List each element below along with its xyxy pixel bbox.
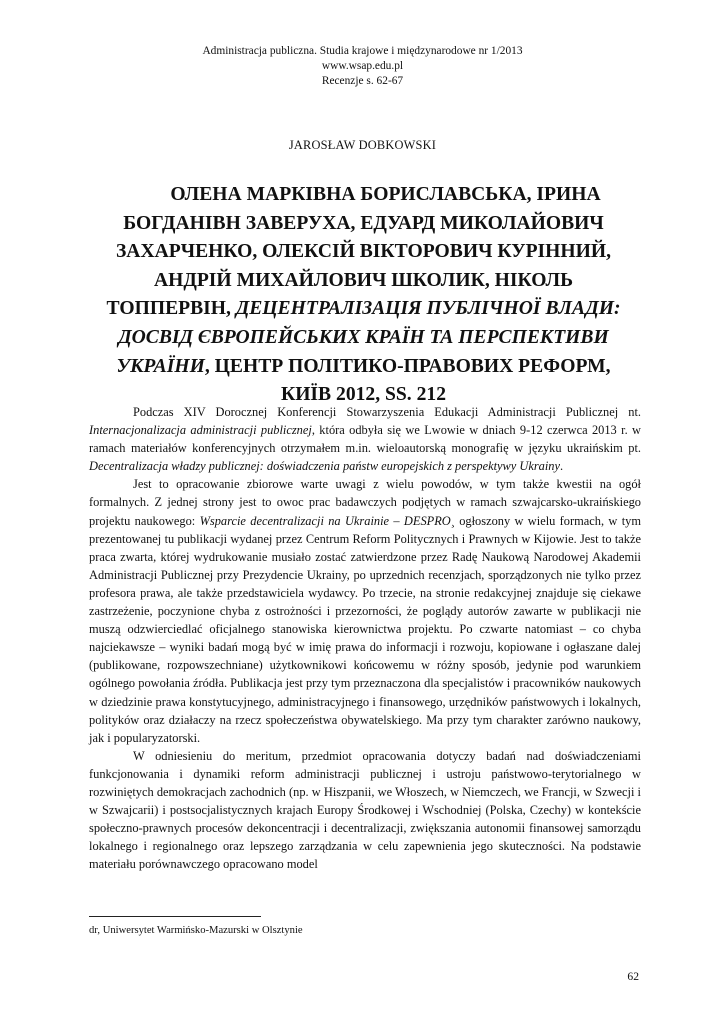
footnote: dr, Uniwersytet Warmińsko-Mazurski w Olsztynie [89,925,303,936]
section-pages: Recenzje s. 62-67 [321,75,404,87]
book-title: ДЕЦЕНТРАЛІЗАЦІЯ ПУБЛІЧНОЇ ВЛАДИ: ДОСВІД ЄВРОПЕЙСЬКИХ КРАЇН ТА ПЕРСПЕКТИВИ УКРАЇНИ [116,298,621,377]
paragraph-3 [89,747,641,874]
review-title [92,181,635,410]
monograph-title: Decentralizacja władzy publicznej: doświadczenia państw europejskich z perspektywy Ukrainy [89,459,560,474]
text-run: Jest to opracowanie zbiorowe warte uwagi z wielu powodów, w tym także kwestii na ogół formalnych. Z jednej strony jest to owoc prac badawczych podjętych w ramach szwajcarsko-ukraińskiego projektu naukowego: [89,477,641,528]
page-number: 62 [627,970,639,983]
journal-header [0,44,725,89]
journal-name: Administracja publiczna. Studia krajowe i międzynarodowe nr 1/2013 [202,45,523,57]
review-body [89,403,641,873]
title-comma: , [204,355,210,377]
review-author: JAROSŁAW DOBKOWSKI [288,138,437,152]
text-run: . [560,459,564,474]
title-authors: ОЛЕНА МАРКІВНА БОРИСЛАВСЬКА, ІРИНА БОГДАНІВН ЗАВЕРУХА, ЕДУАРД МИКОЛАЙОВИЧ ЗАХАРЧЕНКО, ОЛЕКСІЙ ВІКТОРОВИЧ КУРІННИЙ, АНДРІЙ МИХАЙЛОВИЧ ШКОЛИК, НІКОЛЬ ТОППЕРВІН, [106,184,612,320]
paragraph-2 [89,475,641,746]
title-publisher: ЦЕНТР ПОЛІТИКО-ПРАВОВИХ РЕФОРМ, КИЇВ 2012, SS. 212 [214,355,611,406]
text-run: W odniesieniu do meritum, przedmiot opracowania dotyczy badań nad doświadczeniami funkcjonowania i dynamiki reform administracji publicznej i ustroju państwowo-terytorialnego w rozwiniętych demokracjach zachodnich (np. w Hiszpanii, we Włoszech, w Niemczech, we Francji, w Szwecji i w Szwajcarii) i postsocjalistycznych krajach Europy Środkowej i Wschodniej (Polska, Czechy) w kontekście społeczno-prawnych procesów dekoncentracji i decentralizacji, zwiększania autonomii finansowej samorządu lokalnego i regionalnego oraz lepszego zarządzania w celu zapewnienia jego skuteczności. Na podstawie materiału porównawczego opracowano model [89,748,641,872]
text-run: , która odbyła się we Lwowie w dniach 9-12 czerwca 2013 r. w ramach materiałów konferencyjnych otrzymałem m.in. wieloautorską monografię w języku ukraińskim pt. [89,423,641,456]
text-run: Podczas XIV Dorocznej Konferencji Stowarzyszenia Edukacji Administracji Publicznej nt. [133,405,641,419]
footnote-divider [89,916,261,917]
text-run: ¸ ogłoszony w wielu formach, w tym prezentowanej tu publikacji wydanej przez Centrum Reform Politycznych i Prawnych w Kijowie. Jest to także praca zwarta, której wydrukowanie musiało zostać zatwierdzone przez Radę Naukową Narodowej Akademii Administracji Publicznej przy Prezydencie Ukrainy, po uprzednich recenzjach, sporządzonych nie tylko przez profesora prawa, ale także przedstawiciela wydawcy. Po trzecie, na stronie redakcyjnej znajduje się ciekawe zastrzeżenie, poczynione chyba z ostrożności i przezorności, że poglądy autorów zawarte w publikacji nie muszą odzwierciedlać oficjalnego stanowiska kierownictwa projektu. Po czwarte natomiast – co chyba najciekawsze – wyniki badań mogą być w imię prawa do informacji i rozwoju, kopiowane i ogłaszane dalej (publikowane, rozpowszechniane) użytkownikowi końcowemu w różny sposób, jedynie pod warunkiem ogólnego powołania źródła. Publikacja jest przy tym przeznaczona dla specjalistów i pracowników naukowych w dziedzinie prawa konstytucyjnego, administracyjnego i finansowego, urzędników państwowych i lokalnych, polityków oraz działaczy na rzecz społeczeństwa obywatelskiego. Ma przy tym charakter zarówno naukowy, jak i popularyzatorski. [89,513,641,745]
journal-url: www.wsap.edu.pl [321,60,404,72]
conference-title: Internacjonalizacja administracji publicznej [89,423,312,438]
paragraph-1 [89,403,641,475]
project-title: Wsparcie decentralizacji na Ukrainie – DESPRO [199,513,451,528]
